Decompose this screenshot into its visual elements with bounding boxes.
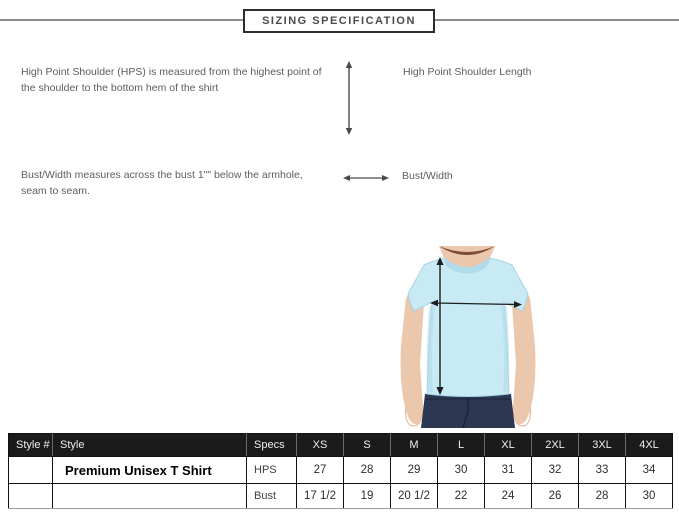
col-header-xl: XL	[485, 434, 532, 457]
spec-cell: HPS	[247, 457, 297, 484]
col-header-xs: XS	[297, 434, 344, 457]
bust-description: Bust/Width measures across the bust 1"" below the armhole, seam to seam.	[21, 169, 303, 197]
bust-m: 20 1/2	[391, 484, 438, 509]
hps-l: 30	[438, 457, 485, 484]
bust-arrow-label: Bust/Width	[402, 170, 453, 182]
hps-4xl: 34	[626, 457, 673, 484]
hps-m: 29	[391, 457, 438, 484]
hps-s: 28	[344, 457, 391, 484]
tshirt-illustration	[394, 246, 546, 428]
style-name-cell	[53, 484, 247, 509]
bust-2xl: 26	[532, 484, 579, 509]
style-name-cell: Premium Unisex T Shirt	[53, 457, 247, 484]
hps-2xl: 32	[532, 457, 579, 484]
col-header-3xl: 3XL	[579, 434, 626, 457]
hps-description: High Point Shoulder (HPS) is measured from the highest point of the shoulder to the bottom hem of the shirt	[21, 66, 322, 94]
bust-3xl: 28	[579, 484, 626, 509]
vertical-measure-arrow-icon	[341, 60, 357, 136]
bust-l: 22	[438, 484, 485, 509]
table-row-bust	[9, 484, 673, 509]
col-header-2xl: 2XL	[532, 434, 579, 457]
spec-cell: Bust	[247, 484, 297, 509]
col-header-style-number: Style #	[9, 434, 53, 457]
bust-4xl: 30	[626, 484, 673, 509]
bust-xl: 24	[485, 484, 532, 509]
col-header-specs: Specs	[247, 434, 297, 457]
page-title-box	[243, 9, 435, 33]
col-header-4xl: 4XL	[626, 434, 673, 457]
col-header-l: L	[438, 434, 485, 457]
page-title: SIZING SPECIFICATION	[262, 15, 416, 27]
tshirt-model-figure	[394, 246, 546, 428]
horizontal-measure-arrow-icon	[342, 172, 390, 184]
style-number-cell	[9, 457, 53, 484]
col-header-s: S	[344, 434, 391, 457]
col-header-m: M	[391, 434, 438, 457]
bust-s: 19	[344, 484, 391, 509]
sizing-table	[8, 433, 673, 509]
hps-xl: 31	[485, 457, 532, 484]
table-row-hps	[9, 457, 673, 484]
table-header-row	[9, 434, 673, 457]
style-number-cell	[9, 484, 53, 509]
bust-xs: 17 1/2	[297, 484, 344, 509]
hps-3xl: 33	[579, 457, 626, 484]
hps-xs: 27	[297, 457, 344, 484]
col-header-style: Style	[53, 434, 247, 457]
hps-arrow-label: High Point Shoulder Length	[403, 66, 532, 78]
